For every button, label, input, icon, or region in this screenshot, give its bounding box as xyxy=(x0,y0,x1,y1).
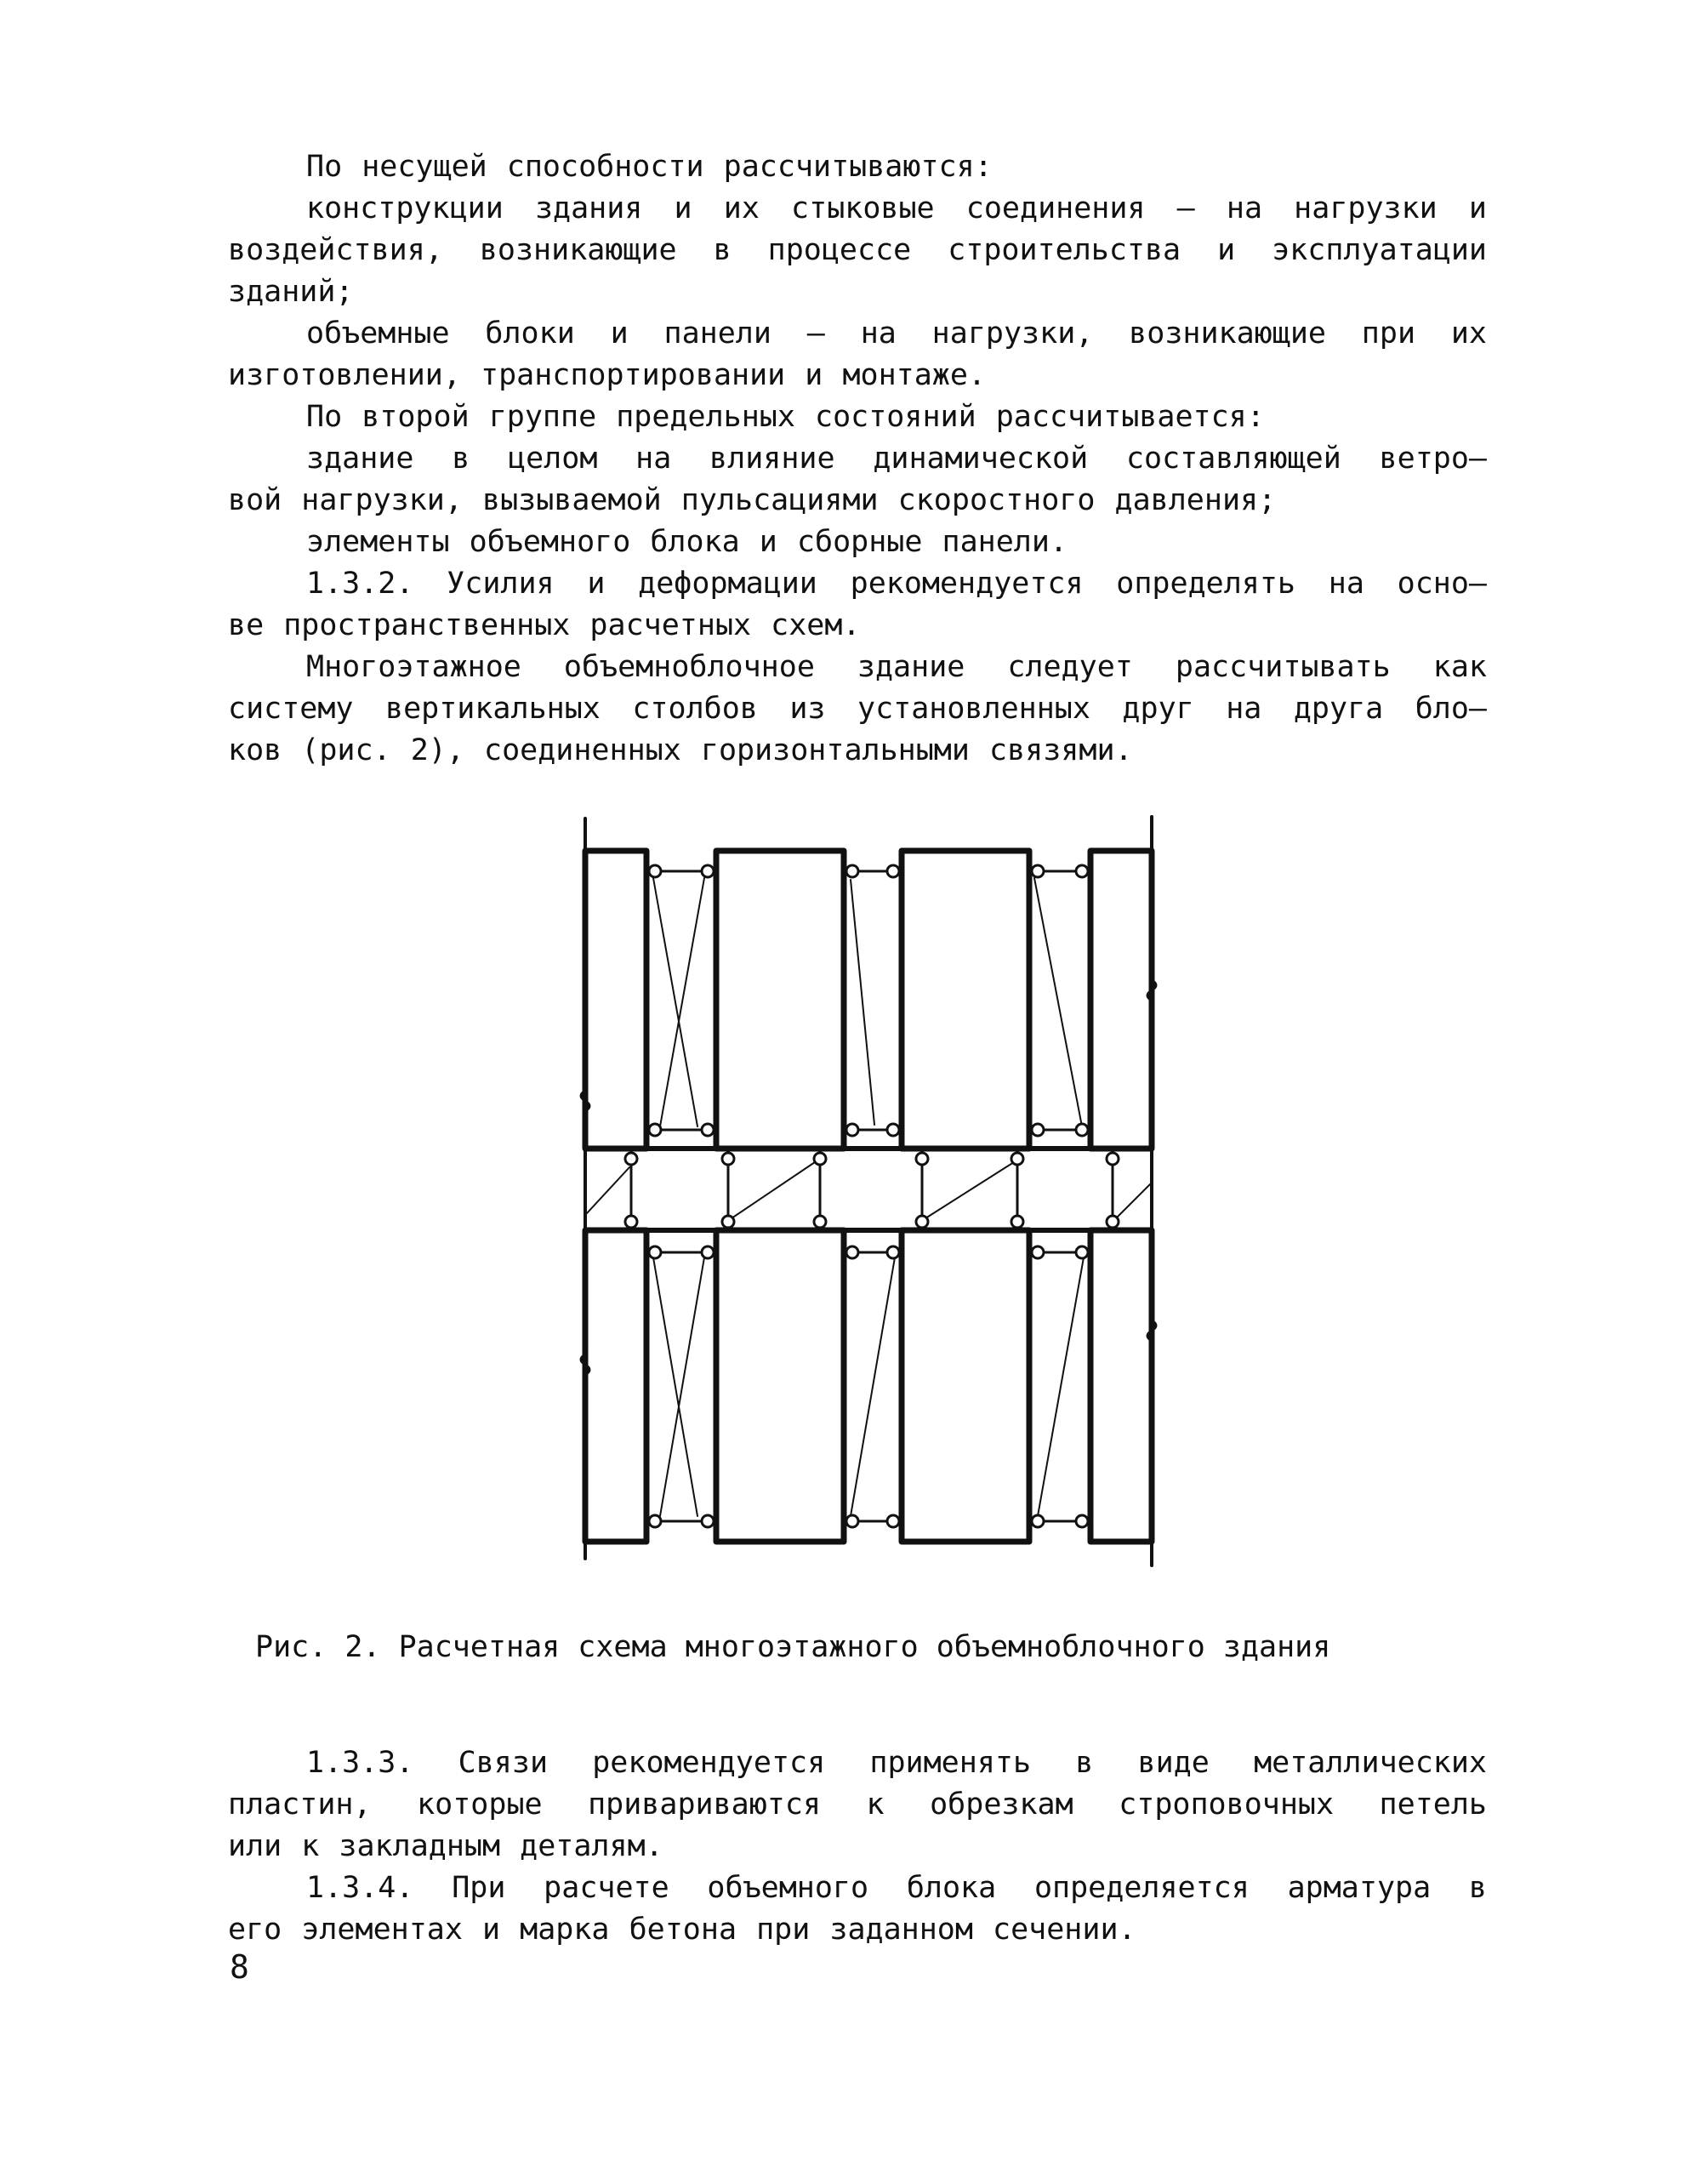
block-lower-2 xyxy=(716,1230,844,1542)
text-line: систему вертикальных столбов из установленных друг на друга бло– xyxy=(228,692,1487,726)
text-line: Многоэтажное объемноблочное здание следует рассчитывать как xyxy=(306,650,1487,684)
text-line: элементы объемного блока и сборные панели. xyxy=(306,525,1068,559)
block-lower-3 xyxy=(902,1230,1029,1542)
text-line: зданий; xyxy=(228,275,354,309)
text-line: пластин, которые привариваются к обрезкам строповочных петель xyxy=(228,1788,1487,1822)
text-line: 1.3.3. Связи рекомендуется применять в виде металлических xyxy=(306,1746,1487,1780)
text-line: По второй группе предельных состояний рассчитывается: xyxy=(306,400,1265,434)
text-line: объемные блоки и панели – на нагрузки, возникающие при их xyxy=(306,316,1487,351)
block-upper-2 xyxy=(716,851,844,1149)
text-line: 1.3.2. Усилия и деформации рекомендуется определять на осно– xyxy=(306,567,1487,601)
figure-caption: Рис. 2. Расчетная схема многоэтажного объемноблочного здания xyxy=(255,1630,1331,1664)
text-line: воздействия, возникающие в процессе строительства и эксплуатации xyxy=(228,233,1487,267)
block-lower-1 xyxy=(585,1230,646,1542)
structural-scheme-figure xyxy=(561,810,1174,1567)
text-line: изготовлении, транспортировании и монтаже. xyxy=(228,358,987,392)
text-line: 1.3.4. При расчете объемного блока определяется арматура в xyxy=(306,1871,1487,1905)
block-lower-4 xyxy=(1090,1230,1152,1542)
text-line: ков (рис. 2), соединенных горизонтальными связями. xyxy=(228,733,1133,767)
text-line: здание в целом на влияние динамической составляющей ветро– xyxy=(306,442,1487,476)
text-line: или к закладным деталям. xyxy=(228,1829,663,1863)
text-line: вой нагрузки, вызываемой пульсациями скоростного давления; xyxy=(228,483,1277,517)
text-line: По несущей способности рассчитываются: xyxy=(306,150,993,184)
block-upper-1 xyxy=(585,851,646,1149)
text-block-top xyxy=(228,146,1487,772)
text-block-bottom xyxy=(228,1742,1487,1951)
text-line: конструкции здания и их стыковые соединения – на нагрузки и xyxy=(306,191,1487,225)
block-upper-3 xyxy=(902,851,1029,1149)
text-line: ве пространственных расчетных схем. xyxy=(228,608,861,642)
text-line: его элементах и марка бетона при заданном сечении. xyxy=(228,1913,1136,1947)
page-number: 8 xyxy=(230,1948,249,1986)
block-upper-4 xyxy=(1090,851,1152,1149)
